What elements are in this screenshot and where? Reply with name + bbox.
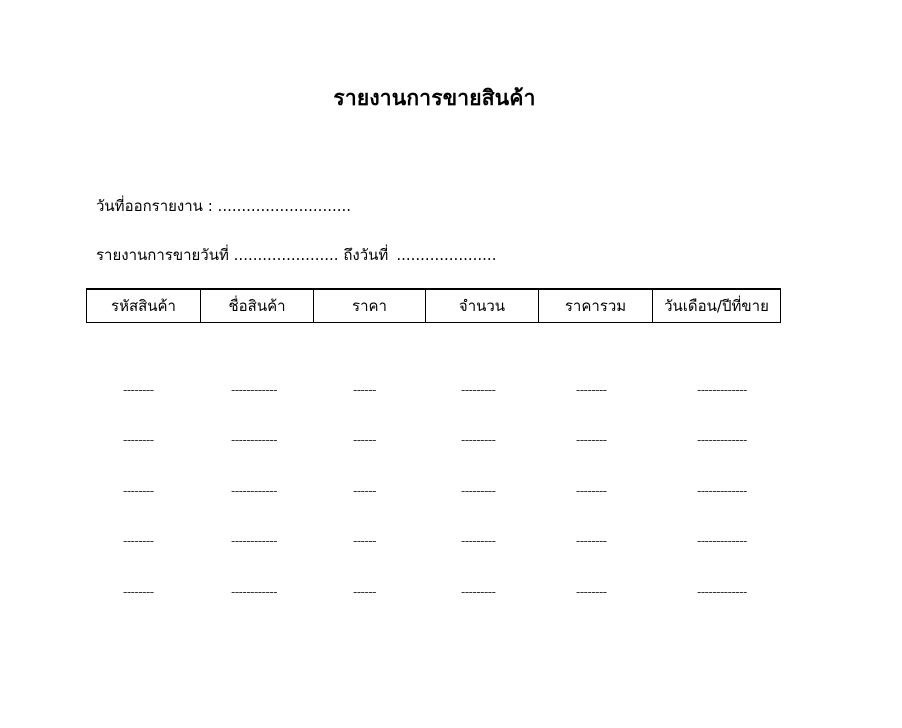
row-cell-date: ------------- (697, 383, 747, 397)
header-product-code: รหัสสินค้า (87, 290, 201, 322)
row-cell-total: -------- (576, 484, 607, 498)
row-cell-date: ------------- (697, 484, 747, 498)
row-cell-total: -------- (576, 534, 607, 548)
period-to-value: ..................... (396, 246, 497, 264)
report-title: รายงานการขายสินค้า (333, 86, 536, 110)
row-cell-total: -------- (576, 433, 607, 447)
row-cell-quantity: --------- (461, 484, 496, 498)
row-cell-quantity: --------- (461, 433, 496, 447)
table-row (0, 484, 902, 504)
period-from-value: ...................... (233, 246, 339, 264)
row-cell-code: -------- (123, 433, 154, 447)
row-cell-name: ------------ (231, 585, 277, 599)
row-cell-code: -------- (123, 585, 154, 599)
row-cell-date: ------------- (697, 534, 747, 548)
row-cell-code: -------- (123, 534, 154, 548)
row-cell-name: ------------ (231, 383, 277, 397)
row-cell-price: ------ (353, 484, 376, 498)
row-cell-date: ------------- (697, 433, 747, 447)
header-quantity: จำนวน (426, 290, 539, 322)
table-row (0, 433, 902, 453)
row-cell-price: ------ (353, 585, 376, 599)
row-cell-name: ------------ (231, 484, 277, 498)
period-to-label: ถึงวันที่ (343, 246, 389, 264)
row-cell-price: ------ (353, 383, 376, 397)
header-total-price: ราคารวม (539, 290, 653, 322)
header-price: ราคา (314, 290, 426, 322)
row-cell-quantity: --------- (461, 383, 496, 397)
header-product-name: ชื่อสินค้า (201, 290, 314, 322)
row-cell-quantity: --------- (461, 585, 496, 599)
period-from-label: รายงานการขายวันที่ (96, 246, 229, 264)
table-row (0, 383, 902, 403)
table-row (0, 534, 902, 554)
issue-date-value: ............................ (217, 197, 352, 215)
row-cell-name: ------------ (231, 534, 277, 548)
table-row (0, 585, 902, 605)
row-cell-total: -------- (576, 383, 607, 397)
header-sale-date: วันเดือน/ปีที่ขาย (664, 297, 769, 315)
row-cell-quantity: --------- (461, 534, 496, 548)
row-cell-price: ------ (353, 534, 376, 548)
row-cell-total: -------- (576, 585, 607, 599)
row-cell-code: -------- (123, 484, 154, 498)
row-cell-code: -------- (123, 383, 154, 397)
row-cell-date: ------------- (697, 585, 747, 599)
row-cell-name: ------------ (231, 433, 277, 447)
issue-date-label: วันที่ออกรายงาน : (96, 197, 213, 215)
row-cell-price: ------ (353, 433, 376, 447)
